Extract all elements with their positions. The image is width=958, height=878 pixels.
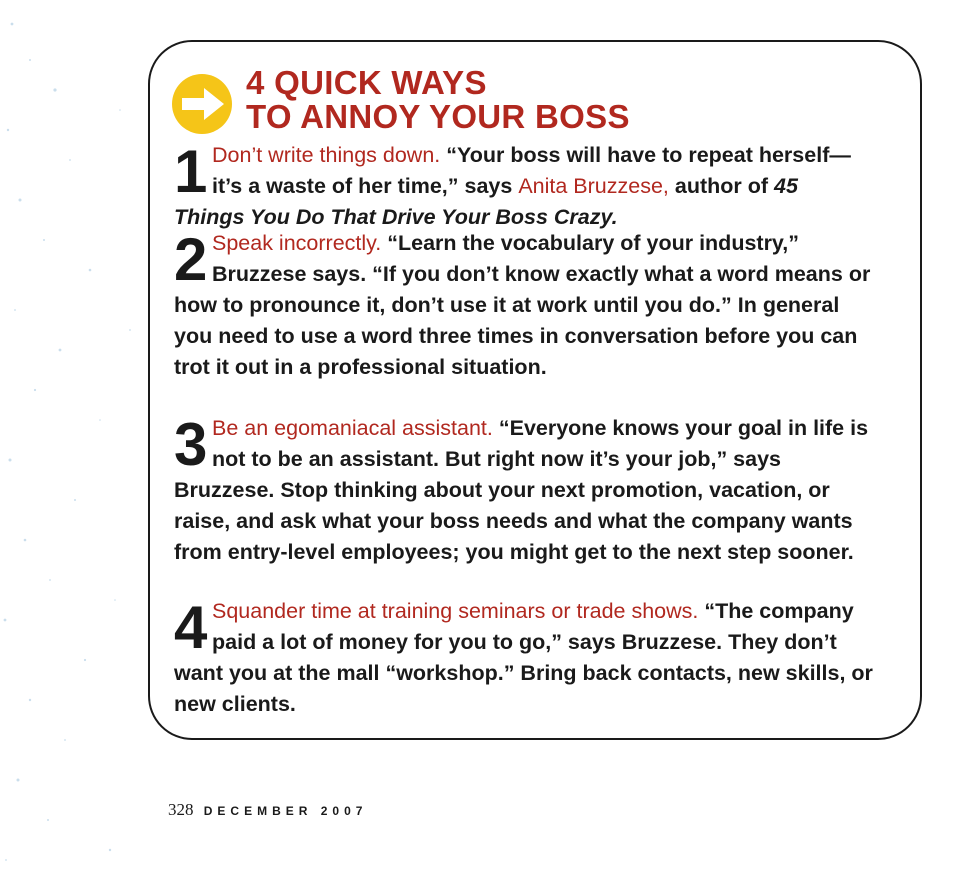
arrow-right-circle-icon	[168, 70, 236, 138]
tip-item-3	[174, 413, 874, 568]
article-title	[246, 66, 630, 134]
issue-date: DECEMBER 2007	[203, 804, 368, 818]
tip-number: 2	[174, 226, 208, 293]
tip-text: “Learn the vocabulary of your industry,” Bruzzese says. “If you don’t know exactly what a word means or how to pronounce it, don’t use it at work until you do.” In general you need to use a word three times in conversation before you can trot it out in a professional situation.	[174, 231, 871, 379]
tip-lead: Squander time at training seminars or trade shows.	[212, 599, 699, 623]
tip-text: “The company paid a lot of money for you to go,” says Bruzzese. They don’t want you at the mall “workshop.” Bring back contacts, new skills, or new clients.	[174, 599, 873, 716]
scan-speckle-texture	[0, 0, 150, 878]
tip-body	[174, 228, 874, 383]
tip-number: 4	[174, 594, 208, 661]
tip-lead: Be an egomaniacal assistant.	[212, 416, 493, 440]
tip-lead: Speak incorrectly.	[212, 231, 382, 255]
tip-lead: Don’t write things down.	[212, 143, 441, 167]
tip-item-2	[174, 228, 874, 383]
tip-text: “Your boss will have to repeat herself—it’s a waste of her time,” says	[212, 143, 851, 198]
tip-body	[174, 596, 874, 720]
title-line-1: 4 QUICK WAYS	[246, 64, 487, 101]
book-title: 45 Things You Do That Drive Your Boss Crazy.	[174, 174, 798, 229]
tip-number: 3	[174, 411, 208, 478]
title-line-2: TO ANNOY YOUR BOSS	[246, 98, 630, 135]
tip-text: “Everyone knows your goal in life is not to be an assistant. But right now it’s your job,” says Bruzzese. Stop thinking about your next promotion, vacation, or raise, and ask what your boss needs and what the company wants from entry-level employees; you might get to the next step sooner.	[174, 416, 869, 564]
tip-body	[174, 413, 874, 568]
source-name: Anita Bruzzese,	[518, 174, 669, 198]
tip-text: author of	[668, 174, 774, 198]
tip-body	[174, 140, 874, 233]
tip-number: 1	[174, 138, 208, 205]
tip-item-1	[174, 140, 874, 233]
page-number: 328	[168, 800, 194, 819]
page-footer	[168, 800, 367, 820]
tip-item-4	[174, 596, 874, 720]
